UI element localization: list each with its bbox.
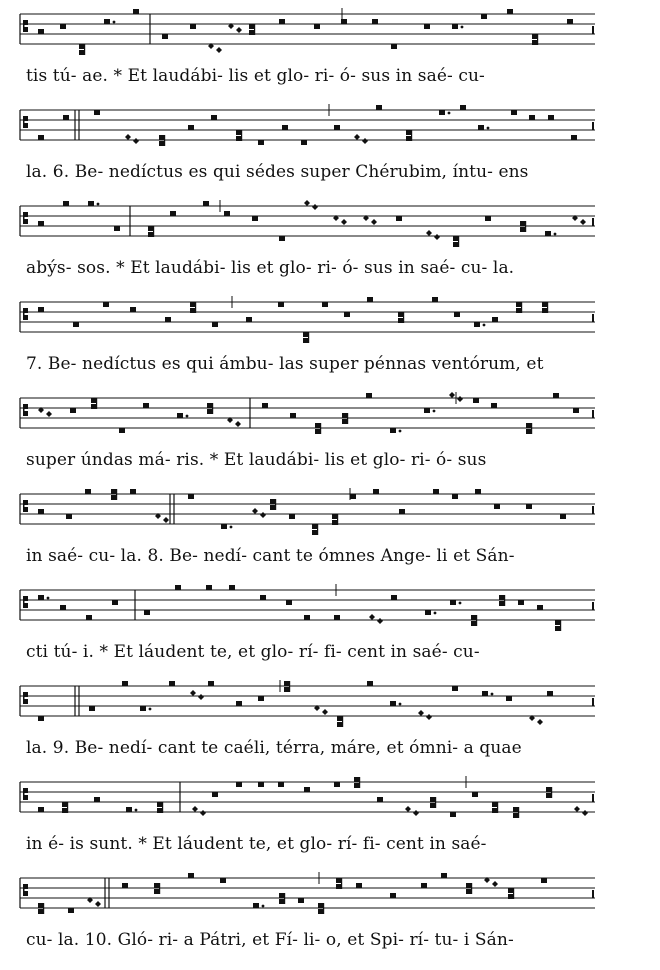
staff: [20, 490, 600, 542]
neume-icon: [452, 24, 463, 29]
neume-icon: [165, 317, 171, 322]
neume-icon: [301, 140, 307, 145]
lyric-line: in é- is sunt. * Et láudent te, et glo- rí- fi- cent in saé-: [26, 834, 487, 854]
custos-icon: [592, 26, 594, 34]
neume-icon: [548, 115, 554, 120]
neume-icon: [298, 898, 304, 903]
neume-icon: [473, 398, 479, 403]
c-clef-icon: [23, 20, 28, 32]
neume-icon: [246, 317, 252, 322]
neume-icon: [70, 408, 76, 413]
neume-icon: [396, 216, 402, 221]
neume-icon: [220, 878, 226, 883]
neume-icon: [262, 403, 268, 408]
neume-icon: [460, 105, 466, 110]
neume-icon: [398, 312, 404, 323]
neume-icon: [425, 610, 436, 615]
neume-icon: [249, 24, 255, 35]
neume-icon: [188, 494, 194, 499]
neume-icon: [148, 226, 154, 237]
neume-icon: [376, 105, 382, 110]
neume-icon: [492, 317, 498, 322]
staff: [20, 394, 600, 446]
neume-icon: [144, 610, 150, 615]
neume-icon: [104, 19, 115, 24]
lyric-line: cu- la. 10. Gló- ri- a Pátri, et Fí- li- o, et Spi- rí- tu- i Sán-: [26, 930, 514, 950]
neume-icon: [421, 883, 427, 888]
staff: [20, 682, 600, 734]
staff: [20, 106, 600, 158]
neume-icon: [506, 696, 512, 701]
neume-icon: [450, 600, 461, 605]
neume-icon: [221, 524, 232, 529]
neume-icon: [119, 428, 125, 433]
neume-icon: [38, 509, 44, 514]
lyric-line: 7. Be- nedíctus es qui ámbu- las super pénnas ventórum, et: [26, 354, 544, 374]
neume-icon: [304, 200, 318, 210]
neume-icon: [491, 403, 497, 408]
neume-icon: [560, 514, 566, 519]
neume-icon: [372, 19, 378, 24]
neume-icon: [303, 332, 309, 343]
staff: [20, 202, 600, 254]
neume-icon: [337, 716, 343, 727]
lyric-line: abýs- sos. * Et laudábi- lis et glo- ri- ó- sus in saé- cu- la.: [26, 258, 515, 278]
neume-icon: [114, 226, 120, 231]
custos-icon: [592, 602, 594, 610]
neume-icon: [526, 504, 532, 509]
neume-icon: [258, 140, 264, 145]
neume-icon: [356, 883, 362, 888]
neume-icon: [258, 696, 264, 701]
neume-icon: [260, 595, 266, 600]
neume-icon: [278, 782, 284, 787]
staff: [20, 298, 600, 350]
neume-icon: [391, 595, 397, 600]
neume-icon: [481, 14, 487, 19]
custos-icon: [592, 314, 594, 322]
neume-icon: [133, 9, 139, 14]
neume-icon: [289, 514, 295, 519]
neume-icon: [203, 201, 209, 206]
staff: [20, 874, 600, 926]
neume-icon: [542, 302, 548, 313]
neume-icon: [334, 615, 340, 620]
neume-icon: [366, 393, 372, 398]
neume-icon: [68, 908, 74, 913]
neume-icon: [126, 807, 137, 812]
chant-system: [0, 682, 660, 778]
neume-icon: [143, 403, 149, 408]
chant-system: [0, 298, 660, 394]
lyric-line: la. 9. Be- nedí- cant te caéli, térra, máre, et ómni- a quae: [26, 738, 522, 758]
lyric-line: super úndas má- ris. * Et laudábi- lis et glo- ri- ó- sus: [26, 450, 487, 470]
neume-icon: [373, 489, 379, 494]
neume-icon: [38, 595, 49, 600]
neume-icon: [418, 710, 432, 720]
neume-icon: [63, 115, 69, 120]
c-clef-icon: [23, 884, 28, 896]
chant-system: [0, 874, 660, 970]
neume-icon: [279, 236, 285, 241]
neume-icon: [282, 125, 288, 130]
custos-icon: [592, 890, 594, 898]
neume-icon: [229, 585, 235, 590]
neume-icon: [452, 686, 458, 691]
neume-icon: [390, 893, 396, 898]
neume-icon: [482, 691, 493, 696]
neume-icon: [38, 307, 44, 312]
lyric-line: cti tú- i. * Et láudent te, et glo- rí- fi- cent in saé- cu-: [26, 642, 480, 662]
c-clef-icon: [23, 116, 28, 128]
neume-icon: [212, 322, 218, 327]
neume-icon: [94, 110, 100, 115]
neume-icon: [391, 44, 397, 49]
neume-icon: [518, 600, 524, 605]
neume-icon: [314, 24, 320, 29]
neume-icon: [344, 312, 350, 317]
neume-icon: [190, 24, 196, 29]
neume-icon: [399, 509, 405, 514]
neume-icon: [322, 302, 328, 307]
staff: [20, 10, 600, 62]
custos-icon: [592, 794, 594, 802]
neume-icon: [211, 115, 217, 120]
c-clef-icon: [23, 308, 28, 320]
neume-icon: [38, 29, 44, 34]
neume-icon: [279, 19, 285, 24]
neume-icon: [236, 130, 242, 141]
neume-icon: [103, 302, 109, 307]
neume-icon: [86, 615, 92, 620]
neume-icon: [432, 297, 438, 302]
c-clef-icon: [23, 692, 28, 704]
neume-icon: [253, 903, 264, 908]
neume-icon: [390, 701, 401, 706]
lyric-line: in saé- cu- la. 8. Be- nedí- cant te ómnes Ange- li et Sán-: [26, 546, 515, 566]
neume-icon: [541, 878, 547, 883]
neume-icon: [547, 691, 553, 696]
neume-icon: [140, 706, 151, 711]
neume-icon: [369, 614, 383, 624]
neume-icon: [157, 802, 163, 813]
chant-system: [0, 586, 660, 682]
neume-icon: [208, 681, 214, 686]
neume-icon: [574, 806, 588, 816]
neume-icon: [94, 797, 100, 802]
staff: [20, 778, 600, 830]
neume-icon: [545, 231, 556, 236]
c-clef-icon: [23, 788, 28, 800]
neume-icon: [453, 236, 459, 247]
neume-icon: [66, 514, 72, 519]
neume-icon: [85, 489, 91, 494]
neume-icon: [162, 34, 168, 39]
neume-icon: [62, 802, 68, 813]
neume-icon: [452, 494, 458, 499]
neume-icon: [38, 221, 44, 226]
neume-icon: [91, 398, 97, 409]
neume-icon: [511, 110, 517, 115]
custos-icon: [592, 122, 594, 130]
neume-icon: [177, 413, 188, 418]
neume-icon: [474, 322, 485, 327]
neume-icon: [450, 812, 456, 817]
neume-icon: [433, 489, 439, 494]
custos-icon: [592, 506, 594, 514]
neume-icon: [258, 782, 264, 787]
neume-icon: [175, 585, 181, 590]
neume-icon: [553, 393, 559, 398]
neume-icon: [571, 135, 577, 140]
neume-icon: [38, 807, 44, 812]
neume-icon: [122, 883, 128, 888]
neume-icon: [252, 508, 266, 518]
neume-icon: [169, 681, 175, 686]
neume-icon: [492, 802, 498, 813]
neume-icon: [478, 125, 489, 130]
neume-icon: [88, 201, 99, 206]
neume-icon: [573, 408, 579, 413]
neume-icon: [367, 681, 373, 686]
custos-icon: [592, 698, 594, 706]
neume-icon: [38, 135, 44, 140]
neume-icon: [38, 716, 44, 721]
neume-icon: [312, 524, 318, 535]
neume-icon: [236, 782, 242, 787]
neume-icon: [112, 600, 118, 605]
neume-icon: [390, 428, 401, 433]
custos-icon: [592, 218, 594, 226]
neume-icon: [439, 110, 450, 115]
neume-icon: [60, 605, 66, 610]
neume-icon: [190, 302, 196, 313]
neume-icon: [350, 494, 356, 499]
neume-icon: [73, 322, 79, 327]
chant-system: [0, 778, 660, 874]
neume-icon: [426, 230, 440, 240]
neume-icon: [63, 201, 69, 206]
neume-icon: [89, 706, 95, 711]
neume-icon: [212, 792, 218, 797]
c-clef-icon: [23, 500, 28, 512]
neume-icon: [532, 34, 538, 45]
neume-icon: [206, 585, 212, 590]
neume-icon: [405, 806, 419, 816]
neume-icon: [224, 211, 230, 216]
neume-icon: [424, 24, 430, 29]
neume-icon: [125, 134, 139, 144]
lyric-line: la. 6. Be- nedíctus es qui sédes super Chérubim, íntu- ens: [26, 162, 529, 182]
chant-system: [0, 106, 660, 202]
neume-icon: [334, 125, 340, 130]
neume-icon: [170, 211, 176, 216]
c-clef-icon: [23, 212, 28, 224]
neume-icon: [424, 408, 435, 413]
neume-icon: [377, 797, 383, 802]
c-clef-icon: [23, 596, 28, 608]
neume-icon: [508, 888, 514, 899]
chant-system: [0, 394, 660, 490]
neume-icon: [555, 620, 561, 631]
chant-system: [0, 202, 660, 298]
neume-icon: [286, 600, 292, 605]
neume-icon: [79, 44, 85, 55]
neume-icon: [336, 878, 342, 889]
neume-icon: [354, 134, 368, 144]
neume-icon: [334, 782, 340, 787]
neume-icon: [406, 130, 412, 141]
neume-icon: [332, 514, 338, 525]
neume-icon: [304, 615, 310, 620]
neume-icon: [304, 787, 310, 792]
staff: [20, 586, 600, 638]
neume-icon: [367, 297, 373, 302]
neume-icon: [537, 605, 543, 610]
neume-icon: [441, 873, 447, 878]
neume-icon: [130, 307, 136, 312]
neume-icon: [567, 19, 573, 24]
neume-icon: [529, 115, 535, 120]
neume-icon: [516, 302, 522, 313]
c-clef-icon: [23, 404, 28, 416]
neume-icon: [507, 9, 513, 14]
neume-icon: [236, 701, 242, 706]
neume-icon: [472, 792, 478, 797]
neume-icon: [341, 19, 347, 24]
neume-icon: [130, 489, 136, 494]
neume-icon: [192, 806, 206, 816]
lyric-line: tis tú- ae. * Et laudábi- lis et glo- ri- ó- sus in saé- cu-: [26, 66, 485, 86]
chant-system: [0, 10, 660, 106]
custos-icon: [592, 410, 594, 418]
neume-icon: [252, 216, 258, 221]
neume-icon: [190, 690, 204, 700]
neume-icon: [278, 302, 284, 307]
chant-system: [0, 490, 660, 586]
neume-icon: [188, 125, 194, 130]
neume-icon: [475, 489, 481, 494]
neume-icon: [188, 873, 194, 878]
neume-icon: [60, 24, 66, 29]
neume-icon: [494, 504, 500, 509]
neume-icon: [122, 681, 128, 686]
neume-icon: [485, 216, 491, 221]
neume-icon: [454, 312, 460, 317]
neume-icon: [290, 413, 296, 418]
